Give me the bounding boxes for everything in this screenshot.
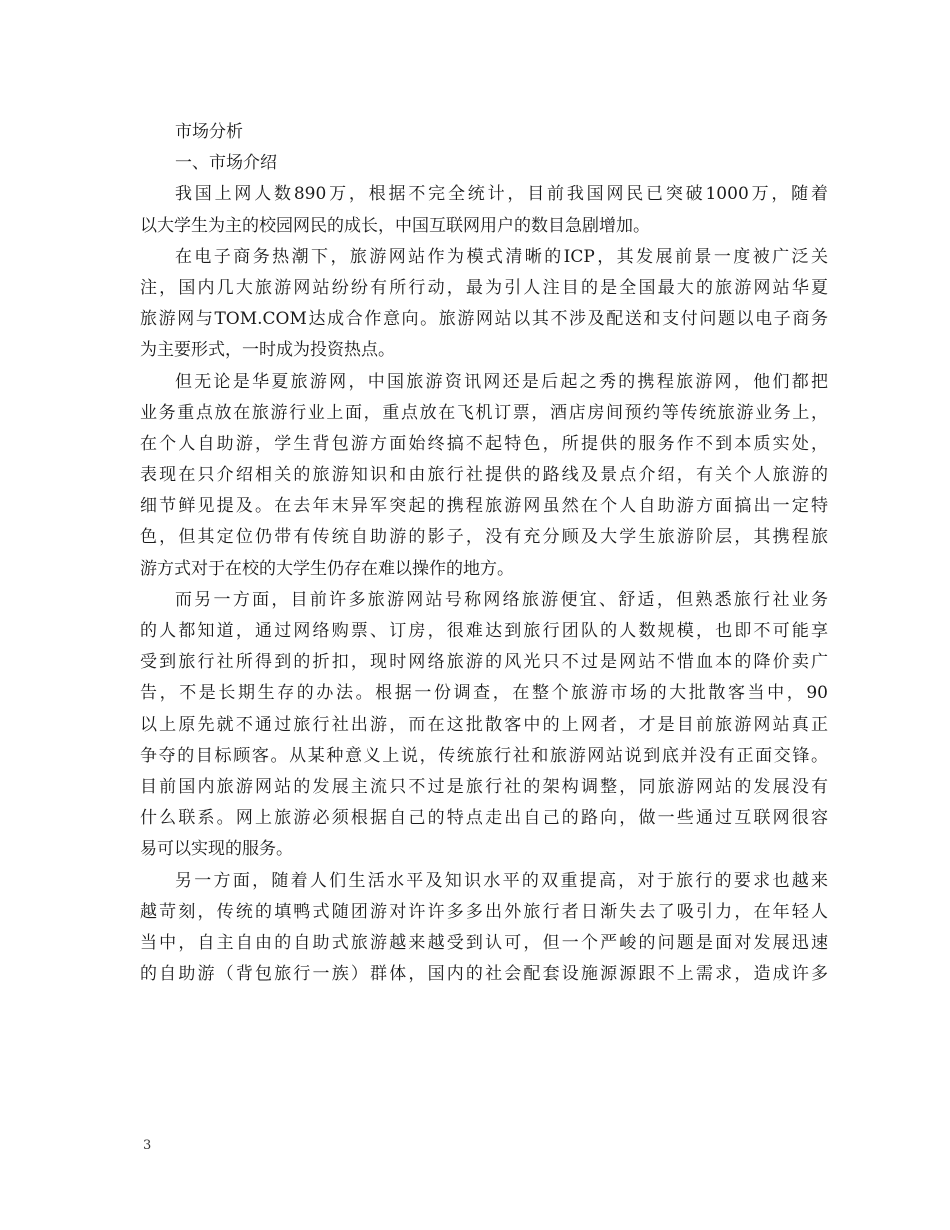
text-line: 的自助游（背包旅行一族）群体，国内的社会配套设施源源跟不上需求，造成许多: [140, 964, 828, 985]
text-line: 我国上网人数890万，根据不完全统计，目前我国网民已突破1000万，随着: [175, 184, 828, 205]
text-line: 注，国内几大旅游网站纷纷有所行动，最为引人注目的是全国最大的旅游网站华夏: [140, 277, 828, 298]
document-body: [140, 117, 828, 990]
text-line: 什么联系。网上旅游必须根据自己的特点走出自己的路向，做一些通过互联网很容: [140, 808, 828, 829]
text-line: 另一方面，随着人们生活水平及知识水平的双重提高，对于旅行的要求也越来: [175, 870, 828, 891]
text-line: 色，但其定位仍带有传统自助游的影子，没有充分顾及大学生旅游阶层，其携程旅: [140, 527, 828, 548]
text-line: 表现在只介绍相关的旅游知识和由旅行社提供的路线及景点介绍，有关个人旅游的: [140, 465, 828, 486]
text-line: 告，不是长期生存的办法。根据一份调查，在整个旅游市场的大批散客当中，90: [140, 683, 828, 704]
page-number: 3: [143, 1138, 152, 1153]
text-line: 以大学生为主的校园网民的成长，中国互联网用户的数目急剧增加。: [140, 215, 650, 236]
text-line: 争夺的目标顾客。从某种意义上说，传统旅行社和旅游网站说到底并没有正面交锋。: [140, 745, 828, 766]
text-line: 业务重点放在旅游行业上面，重点放在飞机订票，酒店房间预约等传统旅游业务上，: [140, 402, 828, 423]
text-line: 细节鲜见提及。在去年末异军突起的携程旅游网虽然在个人自助游方面搞出一定特: [140, 496, 828, 517]
text-line: 目前国内旅游网站的发展主流只不过是旅行社的架构调整，同旅游网站的发展没有: [140, 776, 828, 797]
text-line: 但无论是华夏旅游网，中国旅游资讯网还是后起之秀的携程旅游网，他们都把: [175, 371, 828, 392]
text-line: 游方式对于在校的大学生仍存在难以操作的地方。: [140, 558, 514, 579]
text-line: 受到旅行社所得到的折扣，现时网络旅游的风光只不过是网站不惜血本的降价卖广: [140, 652, 828, 673]
text-line: 为主要形式，一时成为投资热点。: [140, 340, 395, 361]
text-line: 当中，自主自由的自助式旅游越来越受到认可，但一个严峻的问题是面对发展迅速: [140, 932, 828, 953]
text-line: 旅游网与TOM.COM达成合作意向。旅游网站以其不涉及配送和支付问题以电子商务: [140, 309, 828, 330]
section-title: 一、市场介绍: [175, 153, 277, 174]
text-line: 以上原先就不通过旅行社出游，而在这批散客中的上网者，才是目前旅游网站真正: [140, 714, 828, 735]
text-line: 在电子商务热潮下，旅游网站作为模式清晰的ICP，其发展前景一度被广泛关: [175, 246, 828, 267]
text-line: 越苛刻，传统的填鸭式随团游对许许多多出外旅行者日渐失去了吸引力，在年轻人: [140, 901, 828, 922]
text-line: 而另一方面，目前许多旅游网站号称网络旅游便宜、舒适，但熟悉旅行社业务: [175, 589, 828, 610]
text-line: 易可以实现的服务。: [140, 839, 293, 860]
document-heading: 市场分析: [175, 122, 243, 142]
text-line: 的人都知道，通过网络购票、订房，很难达到旅行团队的人数规模，也即不可能享: [140, 621, 828, 641]
text-line: 在个人自助游，学生背包游方面始终搞不起特色，所提供的服务作不到本质实处，: [140, 433, 828, 454]
paragraph-lines: [140, 179, 828, 990]
